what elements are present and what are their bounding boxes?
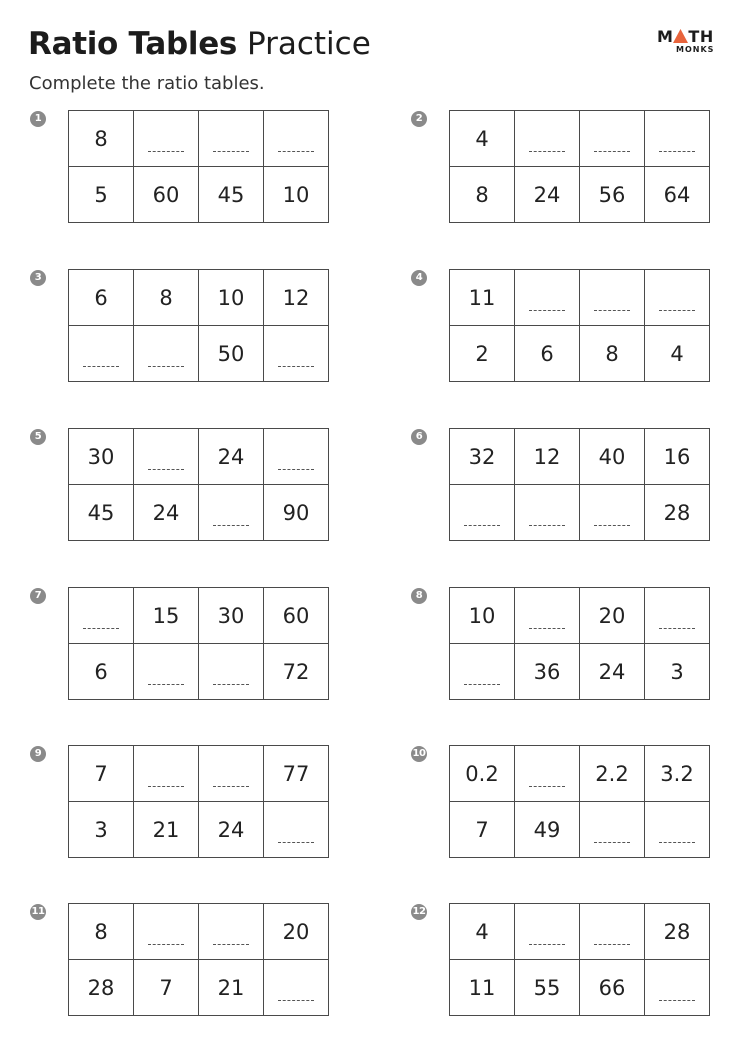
value-cell: 12 — [264, 270, 329, 326]
blank-cell[interactable] — [264, 802, 329, 858]
value-cell: 20 — [264, 904, 329, 960]
value-cell: 15 — [134, 588, 199, 644]
ratio-row — [450, 326, 710, 382]
ratio-row — [450, 111, 710, 167]
value-cell: 49 — [515, 802, 580, 858]
blank-cell[interactable] — [450, 644, 515, 700]
ratio-table — [68, 587, 329, 700]
ratio-problem-5 — [30, 428, 360, 543]
problem-number: 9 — [30, 746, 46, 762]
value-cell: 60 — [264, 588, 329, 644]
value-cell: 2.2 — [580, 746, 645, 802]
ratio-row — [450, 746, 710, 802]
blank-cell[interactable] — [134, 644, 199, 700]
blank-cell[interactable] — [134, 904, 199, 960]
answer-blank[interactable] — [278, 151, 314, 152]
value-cell: 8 — [134, 270, 199, 326]
title-bold: Ratio Tables — [28, 26, 238, 62]
blank-cell[interactable] — [264, 326, 329, 382]
blank-cell[interactable] — [515, 111, 580, 167]
value-cell: 2 — [450, 326, 515, 382]
value-cell: 45 — [199, 167, 264, 223]
problem-number: 11 — [30, 904, 46, 920]
answer-blank[interactable] — [278, 1000, 314, 1001]
ratio-table — [68, 745, 329, 858]
blank-cell[interactable] — [264, 429, 329, 485]
value-cell: 30 — [199, 588, 264, 644]
problem-number: 12 — [411, 904, 427, 920]
answer-blank[interactable] — [213, 525, 249, 526]
answer-blank[interactable] — [659, 628, 695, 629]
answer-blank[interactable] — [659, 151, 695, 152]
answer-blank[interactable] — [529, 525, 565, 526]
blank-cell[interactable] — [580, 802, 645, 858]
ratio-problem-4 — [411, 269, 741, 384]
answer-blank[interactable] — [464, 684, 500, 685]
ratio-table — [449, 428, 710, 541]
ratio-table — [449, 903, 710, 1016]
blank-cell[interactable] — [134, 326, 199, 382]
ratio-row — [450, 802, 710, 858]
answer-blank[interactable] — [659, 1000, 695, 1001]
ratio-row — [69, 588, 329, 644]
value-cell: 21 — [134, 802, 199, 858]
value-cell: 77 — [264, 746, 329, 802]
problem-number: 7 — [30, 588, 46, 604]
value-cell: 8 — [580, 326, 645, 382]
value-cell: 6 — [69, 270, 134, 326]
problem-number: 1 — [30, 111, 46, 127]
blank-cell[interactable] — [134, 746, 199, 802]
ratio-row — [69, 960, 329, 1016]
ratio-row — [450, 588, 710, 644]
blank-cell[interactable] — [69, 588, 134, 644]
value-cell: 4 — [450, 904, 515, 960]
answer-blank[interactable] — [213, 944, 249, 945]
blank-cell[interactable] — [580, 111, 645, 167]
answer-blank[interactable] — [148, 684, 184, 685]
ratio-problem-3 — [30, 269, 360, 384]
ratio-problem-1 — [30, 110, 360, 225]
blank-cell[interactable] — [515, 904, 580, 960]
ratio-row — [450, 644, 710, 700]
ratio-table — [449, 110, 710, 223]
blank-cell[interactable] — [645, 111, 710, 167]
value-cell: 24 — [580, 644, 645, 700]
problem-number: 5 — [30, 429, 46, 445]
answer-blank[interactable] — [278, 842, 314, 843]
ratio-problem-11 — [30, 903, 360, 1018]
answer-blank[interactable] — [529, 310, 565, 311]
value-cell: 7 — [69, 746, 134, 802]
value-cell: 36 — [515, 644, 580, 700]
answer-blank[interactable] — [659, 842, 695, 843]
blank-cell[interactable] — [515, 588, 580, 644]
blank-cell[interactable] — [580, 904, 645, 960]
value-cell: 20 — [580, 588, 645, 644]
value-cell: 16 — [645, 429, 710, 485]
value-cell: 11 — [450, 960, 515, 1016]
ratio-row — [450, 270, 710, 326]
blank-cell[interactable] — [199, 904, 264, 960]
ratio-row — [69, 167, 329, 223]
value-cell: 40 — [580, 429, 645, 485]
value-cell: 60 — [134, 167, 199, 223]
value-cell: 21 — [199, 960, 264, 1016]
value-cell: 10 — [199, 270, 264, 326]
blank-cell[interactable] — [199, 485, 264, 541]
answer-blank[interactable] — [148, 366, 184, 367]
answer-blank[interactable] — [213, 684, 249, 685]
answer-blank[interactable] — [83, 628, 119, 629]
blank-cell[interactable] — [515, 746, 580, 802]
answer-blank[interactable] — [594, 525, 630, 526]
math-monks-logo — [657, 28, 717, 58]
ratio-table — [68, 269, 329, 382]
ratio-problem-8 — [411, 587, 741, 702]
problem-number: 4 — [411, 270, 427, 286]
blank-cell[interactable] — [515, 270, 580, 326]
title-light: Practice — [246, 26, 371, 62]
ratio-problem-10 — [411, 745, 741, 860]
blank-cell[interactable] — [199, 644, 264, 700]
answer-blank[interactable] — [148, 469, 184, 470]
value-cell: 5 — [69, 167, 134, 223]
problem-number: 3 — [30, 270, 46, 286]
value-cell: 56 — [580, 167, 645, 223]
blank-cell[interactable] — [515, 485, 580, 541]
ratio-row — [69, 802, 329, 858]
value-cell: 8 — [69, 904, 134, 960]
ratio-problem-6 — [411, 428, 741, 543]
value-cell: 7 — [134, 960, 199, 1016]
ratio-row — [69, 485, 329, 541]
ratio-row — [69, 746, 329, 802]
answer-blank[interactable] — [594, 944, 630, 945]
problem-number: 6 — [411, 429, 427, 445]
blank-cell[interactable] — [645, 270, 710, 326]
ratio-problem-7 — [30, 587, 360, 702]
value-cell: 28 — [645, 904, 710, 960]
answer-blank[interactable] — [529, 628, 565, 629]
value-cell: 24 — [199, 802, 264, 858]
blank-cell[interactable] — [450, 485, 515, 541]
value-cell: 64 — [645, 167, 710, 223]
ratio-row — [69, 429, 329, 485]
ratio-row — [69, 326, 329, 382]
ratio-row — [69, 270, 329, 326]
answer-blank[interactable] — [464, 525, 500, 526]
logo-wordmark — [657, 28, 714, 46]
value-cell: 4 — [645, 326, 710, 382]
answer-blank[interactable] — [278, 469, 314, 470]
ratio-row — [450, 485, 710, 541]
value-cell: 3 — [69, 802, 134, 858]
blank-cell[interactable] — [264, 111, 329, 167]
value-cell: 10 — [264, 167, 329, 223]
value-cell: 24 — [515, 167, 580, 223]
logo-text-right: TH — [688, 27, 714, 46]
value-cell: 12 — [515, 429, 580, 485]
blank-cell[interactable] — [645, 802, 710, 858]
answer-blank[interactable] — [529, 151, 565, 152]
value-cell: 30 — [69, 429, 134, 485]
value-cell: 28 — [69, 960, 134, 1016]
blank-cell[interactable] — [69, 326, 134, 382]
blank-cell[interactable] — [134, 429, 199, 485]
ratio-row — [450, 904, 710, 960]
answer-blank[interactable] — [594, 310, 630, 311]
value-cell: 28 — [645, 485, 710, 541]
ratio-table — [449, 269, 710, 382]
blank-cell[interactable] — [199, 746, 264, 802]
value-cell: 8 — [450, 167, 515, 223]
value-cell: 6 — [69, 644, 134, 700]
value-cell: 0.2 — [450, 746, 515, 802]
blank-cell[interactable] — [645, 588, 710, 644]
blank-cell[interactable] — [199, 111, 264, 167]
ratio-row — [450, 429, 710, 485]
ratio-problem-2 — [411, 110, 741, 225]
answer-blank[interactable] — [148, 944, 184, 945]
value-cell: 55 — [515, 960, 580, 1016]
value-cell: 90 — [264, 485, 329, 541]
ratio-table — [449, 587, 710, 700]
ratio-row — [69, 111, 329, 167]
value-cell: 32 — [450, 429, 515, 485]
value-cell: 66 — [580, 960, 645, 1016]
blank-cell[interactable] — [580, 270, 645, 326]
ratio-table — [68, 110, 329, 223]
value-cell: 24 — [199, 429, 264, 485]
answer-blank[interactable] — [148, 786, 184, 787]
blank-cell[interactable] — [134, 111, 199, 167]
value-cell: 4 — [450, 111, 515, 167]
ratio-problem-12 — [411, 903, 741, 1018]
problem-number: 2 — [411, 111, 427, 127]
page-title — [28, 24, 371, 64]
answer-blank[interactable] — [594, 842, 630, 843]
answer-blank[interactable] — [213, 151, 249, 152]
logo-subtext: MONKS — [676, 45, 715, 54]
ratio-row — [69, 904, 329, 960]
triangle-icon — [673, 29, 688, 43]
value-cell: 3.2 — [645, 746, 710, 802]
answer-blank[interactable] — [529, 786, 565, 787]
answer-blank[interactable] — [83, 366, 119, 367]
value-cell: 7 — [450, 802, 515, 858]
answer-blank[interactable] — [529, 944, 565, 945]
instructions: Complete the ratio tables. — [29, 73, 265, 94]
blank-cell[interactable] — [645, 960, 710, 1016]
value-cell: 6 — [515, 326, 580, 382]
ratio-row — [450, 167, 710, 223]
value-cell: 24 — [134, 485, 199, 541]
value-cell: 72 — [264, 644, 329, 700]
blank-cell[interactable] — [264, 960, 329, 1016]
ratio-table — [449, 745, 710, 858]
value-cell: 10 — [450, 588, 515, 644]
value-cell: 3 — [645, 644, 710, 700]
value-cell: 50 — [199, 326, 264, 382]
problem-number: 8 — [411, 588, 427, 604]
answer-blank[interactable] — [213, 786, 249, 787]
answer-blank[interactable] — [278, 366, 314, 367]
value-cell: 11 — [450, 270, 515, 326]
ratio-problem-9 — [30, 745, 360, 860]
value-cell: 8 — [69, 111, 134, 167]
ratio-row — [450, 960, 710, 1016]
ratio-table — [68, 428, 329, 541]
answer-blank[interactable] — [659, 310, 695, 311]
blank-cell[interactable] — [580, 485, 645, 541]
answer-blank[interactable] — [594, 151, 630, 152]
ratio-row — [69, 644, 329, 700]
answer-blank[interactable] — [148, 151, 184, 152]
ratio-table — [68, 903, 329, 1016]
problem-number: 10 — [411, 746, 427, 762]
value-cell: 45 — [69, 485, 134, 541]
logo-text-left: M — [657, 27, 674, 46]
